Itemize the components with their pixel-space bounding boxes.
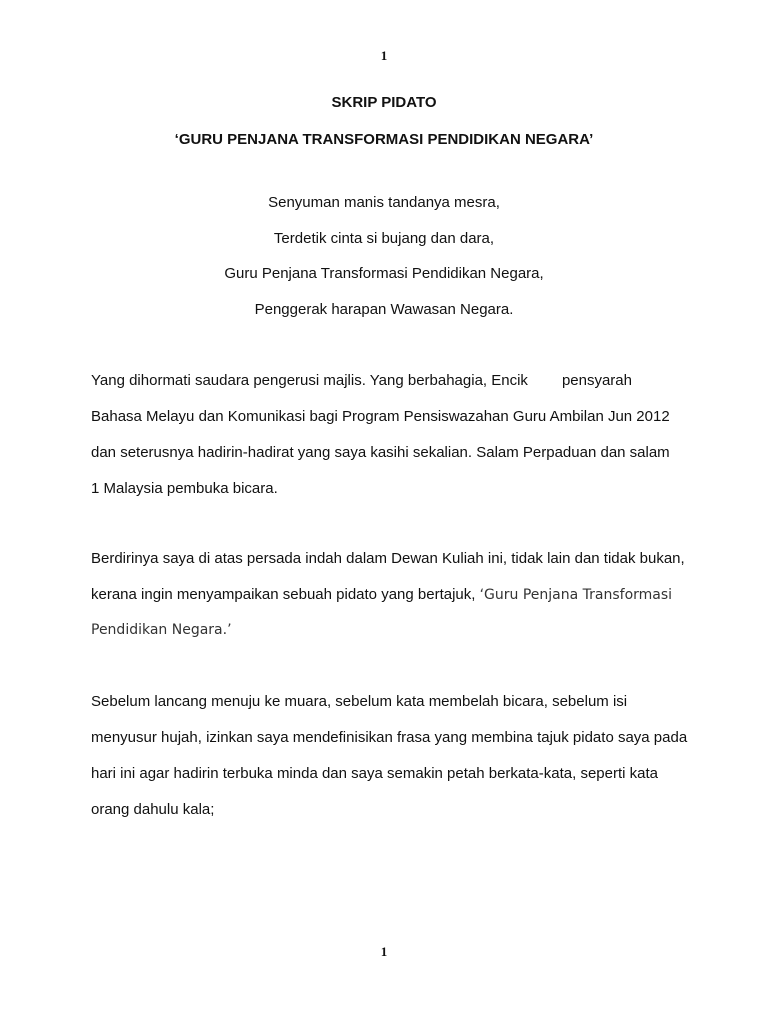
poem-line: Penggerak harapan Wawasan Negara. xyxy=(254,301,514,318)
intro-text: kerana ingin menyampaikan sebuah pidato yang bertajuk, xyxy=(91,586,480,603)
poem-line: Senyuman manis tandanya mesra, xyxy=(268,194,500,211)
paragraph-line: Berdirinya saya di atas persada indah dalam Dewan Kuliah ini, tidak lain dan tidak bukan, xyxy=(91,550,685,567)
poem-line: Guru Penjana Transformasi Pendidikan Negara, xyxy=(224,265,544,282)
document-subtitle: ‘GURU PENJANA TRANSFORMASI PENDIDIKAN NEGARA’ xyxy=(174,131,594,148)
document-title: SKRIP PIDATO xyxy=(331,94,437,111)
greeting-role: pensyarah xyxy=(561,372,632,389)
paragraph-line xyxy=(91,586,711,603)
page-number-bottom: 1 xyxy=(380,944,388,959)
paragraph-line: hari ini agar hadirin terbuka minda dan saya semakin petah berkata-kata, seperti kata xyxy=(91,765,658,782)
paragraph-line: Pendidikan Negara.’ xyxy=(91,622,232,638)
speech-title-quote: ‘Guru Penjana Transformasi xyxy=(479,587,673,603)
paragraph-line: dan seterusnya hadirin-hadirat yang saya kasihi sekalian. Salam Perpaduan dan salam xyxy=(91,444,670,461)
paragraph-line: orang dahulu kala; xyxy=(91,801,215,818)
greeting-text: Yang dihormati saudara pengerusi majlis. Yang berbahagia, Encik xyxy=(91,372,528,389)
paragraph-line: 1 Malaysia pembuka bicara. xyxy=(91,480,278,497)
paragraph-line: Bahasa Melayu dan Komunikasi bagi Program Pensiswazahan Guru Ambilan Jun 2012 xyxy=(91,408,670,425)
page-number-top: 1 xyxy=(380,48,388,63)
paragraph-line xyxy=(91,372,711,389)
paragraph-line: Sebelum lancang menuju ke muara, sebelum kata membelah bicara, sebelum isi xyxy=(91,693,628,710)
paragraph-line: menyusur hujah, izinkan saya mendefinisikan frasa yang membina tajuk pidato saya pada xyxy=(91,729,688,746)
poem-line: Terdetik cinta si bujang dan dara, xyxy=(273,230,495,247)
